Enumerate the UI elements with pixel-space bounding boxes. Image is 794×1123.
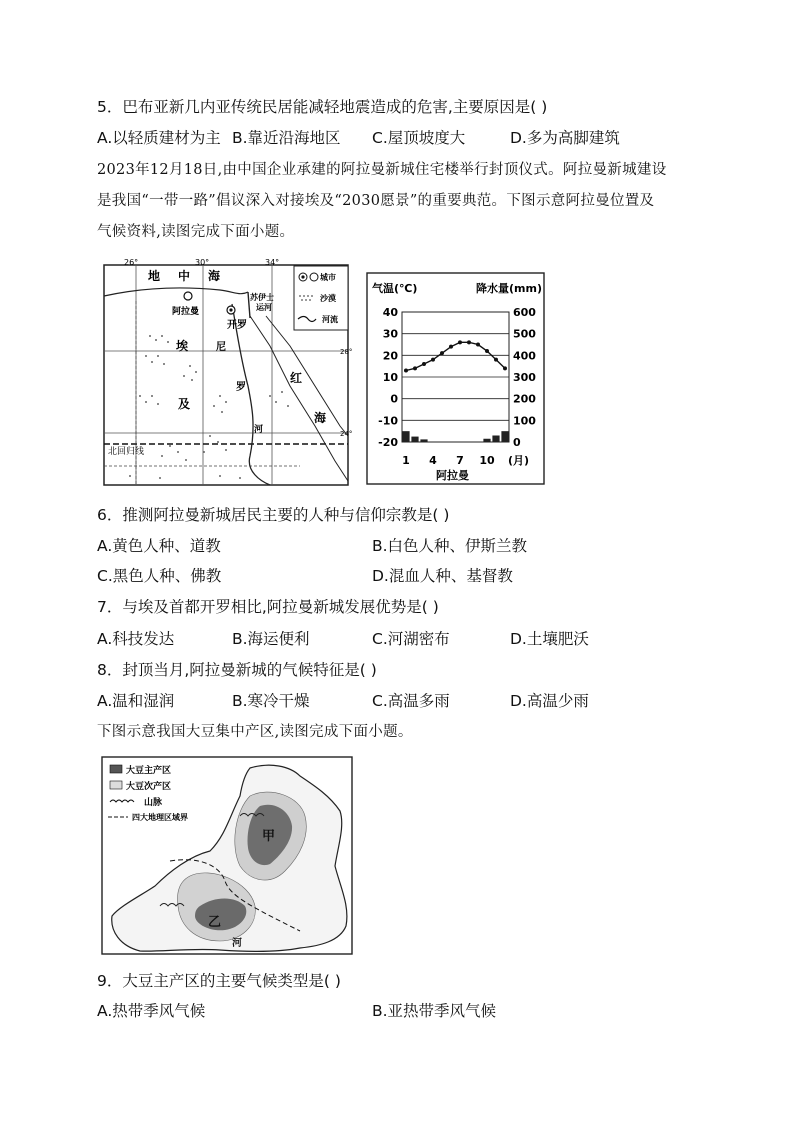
q5-option-d[interactable]: D.多为高脚建筑 bbox=[510, 129, 620, 147]
temperature-tick-label: 20 bbox=[382, 349, 398, 363]
precipitation-bar bbox=[501, 431, 508, 442]
q7-option-a[interactable]: A.科技发达 bbox=[97, 630, 175, 648]
precipitation-bar bbox=[411, 437, 418, 442]
suez-label: 运河 bbox=[256, 303, 272, 312]
longitude-label: 26° bbox=[124, 258, 139, 267]
temperature-point bbox=[449, 345, 453, 349]
legend-desert: 沙漠 bbox=[320, 294, 336, 303]
temperature-point bbox=[431, 358, 435, 362]
temperature-point bbox=[476, 343, 480, 347]
red-sea-label: 海 bbox=[314, 411, 327, 425]
precipitation-bar bbox=[420, 439, 427, 442]
precipitation-axis-title: 降水量(mm) bbox=[476, 282, 542, 295]
alamein-climate-chart bbox=[366, 272, 546, 486]
mediterranean-label: 海 bbox=[208, 269, 221, 283]
q8-option-d[interactable]: D.高温少雨 bbox=[510, 692, 589, 710]
temperature-point bbox=[467, 340, 471, 344]
longitude-label: 30° bbox=[195, 258, 210, 267]
precipitation-bar bbox=[483, 439, 490, 442]
tropic-label: 北回归线 bbox=[108, 447, 145, 457]
q9-option-b[interactable]: B.亚热带季风气候 bbox=[372, 1002, 497, 1020]
temperature-tick-label: 40 bbox=[382, 306, 398, 319]
temperature-point bbox=[404, 369, 408, 373]
legend-main-area: 大豆主产区 bbox=[126, 766, 172, 776]
nile-label: 河 bbox=[254, 425, 264, 435]
month-tick-label: 7 bbox=[456, 454, 464, 467]
intro-paragraph-line-3: 气候资料,读图完成下面小题。 bbox=[97, 224, 295, 240]
river-label: 河 bbox=[232, 938, 242, 949]
precipitation-tick-label: 100 bbox=[513, 414, 536, 428]
q6-stem: 6．推测阿拉曼新城居民主要的人种与信仰宗教是( ) bbox=[97, 506, 450, 524]
q7-stem: 7．与埃及首都开罗相比,阿拉曼新城发展优势是( ) bbox=[97, 598, 439, 616]
legend-region-boundary: 四大地理区域界 bbox=[132, 813, 188, 822]
temperature-tick-label: 0 bbox=[390, 392, 398, 406]
temperature-point bbox=[413, 366, 417, 370]
precipitation-tick-label: 200 bbox=[513, 392, 536, 406]
egypt-label: 埃 bbox=[176, 339, 189, 353]
alamein-label: 阿拉曼 bbox=[172, 307, 200, 317]
temperature-axis-title: 气温(℃) bbox=[372, 282, 418, 295]
temperature-point bbox=[440, 351, 444, 355]
cairo-label: 开罗 bbox=[227, 320, 247, 331]
temperature-point bbox=[494, 358, 498, 362]
legend-mountains: 山脉 bbox=[144, 798, 163, 808]
temperature-tick-label: 10 bbox=[382, 371, 398, 384]
temperature-tick-label: 30 bbox=[382, 327, 398, 341]
red-sea-label: 红 bbox=[290, 371, 303, 385]
month-unit-label: (月) bbox=[508, 454, 530, 467]
precipitation-tick-label: 500 bbox=[513, 327, 536, 341]
q9-option-a[interactable]: A.热带季风气候 bbox=[97, 1002, 206, 1020]
legend-secondary-area: 大豆次产区 bbox=[126, 782, 172, 792]
precipitation-tick-label: 300 bbox=[513, 371, 536, 384]
temperature-point bbox=[485, 349, 489, 353]
q8-stem: 8．封顶当月,阿拉曼新城的气候特征是( ) bbox=[97, 661, 377, 679]
intro-paragraph-line-1: 2023年12月18日,由中国企业承建的阿拉曼新城住宅楼举行封顶仪式。阿拉曼新城建设 bbox=[97, 162, 667, 178]
station-name: 阿拉曼 bbox=[436, 469, 469, 482]
precipitation-tick-label: 0 bbox=[513, 436, 521, 449]
intro-paragraph-2: 下图示意我国大豆集中产区,读图完成下面小题。 bbox=[97, 724, 413, 740]
q5-stem: 5．巴布亚新几内亚传统民居能减轻地震造成的危害,主要原因是( ) bbox=[97, 98, 548, 116]
month-tick-label: 1 bbox=[402, 454, 410, 467]
mediterranean-label: 地 bbox=[148, 269, 161, 283]
alamein-location-map bbox=[100, 256, 352, 488]
precipitation-tick-label: 600 bbox=[513, 306, 536, 319]
longitude-label: 34° bbox=[265, 258, 280, 267]
q6-option-a[interactable]: A.黄色人种、道教 bbox=[97, 537, 221, 555]
month-tick-label: 4 bbox=[429, 454, 437, 467]
q5-option-b[interactable]: B.靠近沿海地区 bbox=[232, 129, 341, 147]
temperature-tick-label: -10 bbox=[378, 414, 398, 428]
q5-option-a[interactable]: A.以轻质建材为主 bbox=[97, 129, 221, 147]
q5-option-c[interactable]: C.屋顶坡度大 bbox=[372, 129, 466, 147]
q8-option-b[interactable]: B.寒冷干燥 bbox=[232, 692, 310, 710]
q7-option-b[interactable]: B.海运便利 bbox=[232, 630, 310, 648]
precipitation-bar bbox=[492, 436, 499, 443]
q7-option-d[interactable]: D.土壤肥沃 bbox=[510, 630, 589, 648]
suez-label: 苏伊士 bbox=[250, 293, 274, 302]
mediterranean-label: 中 bbox=[178, 269, 191, 283]
egypt-label: 及 bbox=[178, 397, 191, 411]
temperature-point bbox=[458, 340, 462, 344]
nile-label: 尼 bbox=[216, 342, 226, 353]
alamein-city-marker bbox=[184, 292, 192, 300]
latitude-label: 28° bbox=[340, 348, 352, 356]
area-label-jia: 甲 bbox=[262, 829, 276, 844]
latitude-label: 24° bbox=[340, 430, 352, 438]
temperature-point bbox=[422, 362, 426, 366]
precipitation-tick-label: 400 bbox=[513, 349, 536, 363]
soybean-production-map bbox=[100, 756, 354, 956]
q8-option-c[interactable]: C.高温多雨 bbox=[372, 692, 450, 710]
q6-option-d[interactable]: D.混血人种、基督教 bbox=[372, 567, 513, 585]
temperature-point bbox=[503, 366, 507, 370]
month-tick-label: 10 bbox=[479, 454, 495, 467]
q8-option-a[interactable]: A.温和湿润 bbox=[97, 692, 175, 710]
area-label-yi: 乙 bbox=[208, 915, 222, 930]
precipitation-bar bbox=[402, 431, 409, 442]
q6-option-b[interactable]: B.白色人种、伊斯兰教 bbox=[372, 537, 528, 555]
q9-stem: 9．大豆主产区的主要气候类型是( ) bbox=[97, 972, 341, 990]
legend-city: 城市 bbox=[320, 273, 336, 282]
q6-option-c[interactable]: C.黑色人种、佛教 bbox=[97, 567, 222, 585]
temperature-tick-label: -20 bbox=[378, 436, 398, 449]
q7-option-c[interactable]: C.河湖密布 bbox=[372, 630, 450, 648]
intro-paragraph-line-2: 是我国“一带一路”倡议深入对接埃及“2030愿景”的重要典范。下图示意阿拉曼位置及 bbox=[97, 193, 655, 209]
nile-label: 罗 bbox=[236, 382, 246, 393]
legend-river: 河流 bbox=[322, 315, 338, 324]
